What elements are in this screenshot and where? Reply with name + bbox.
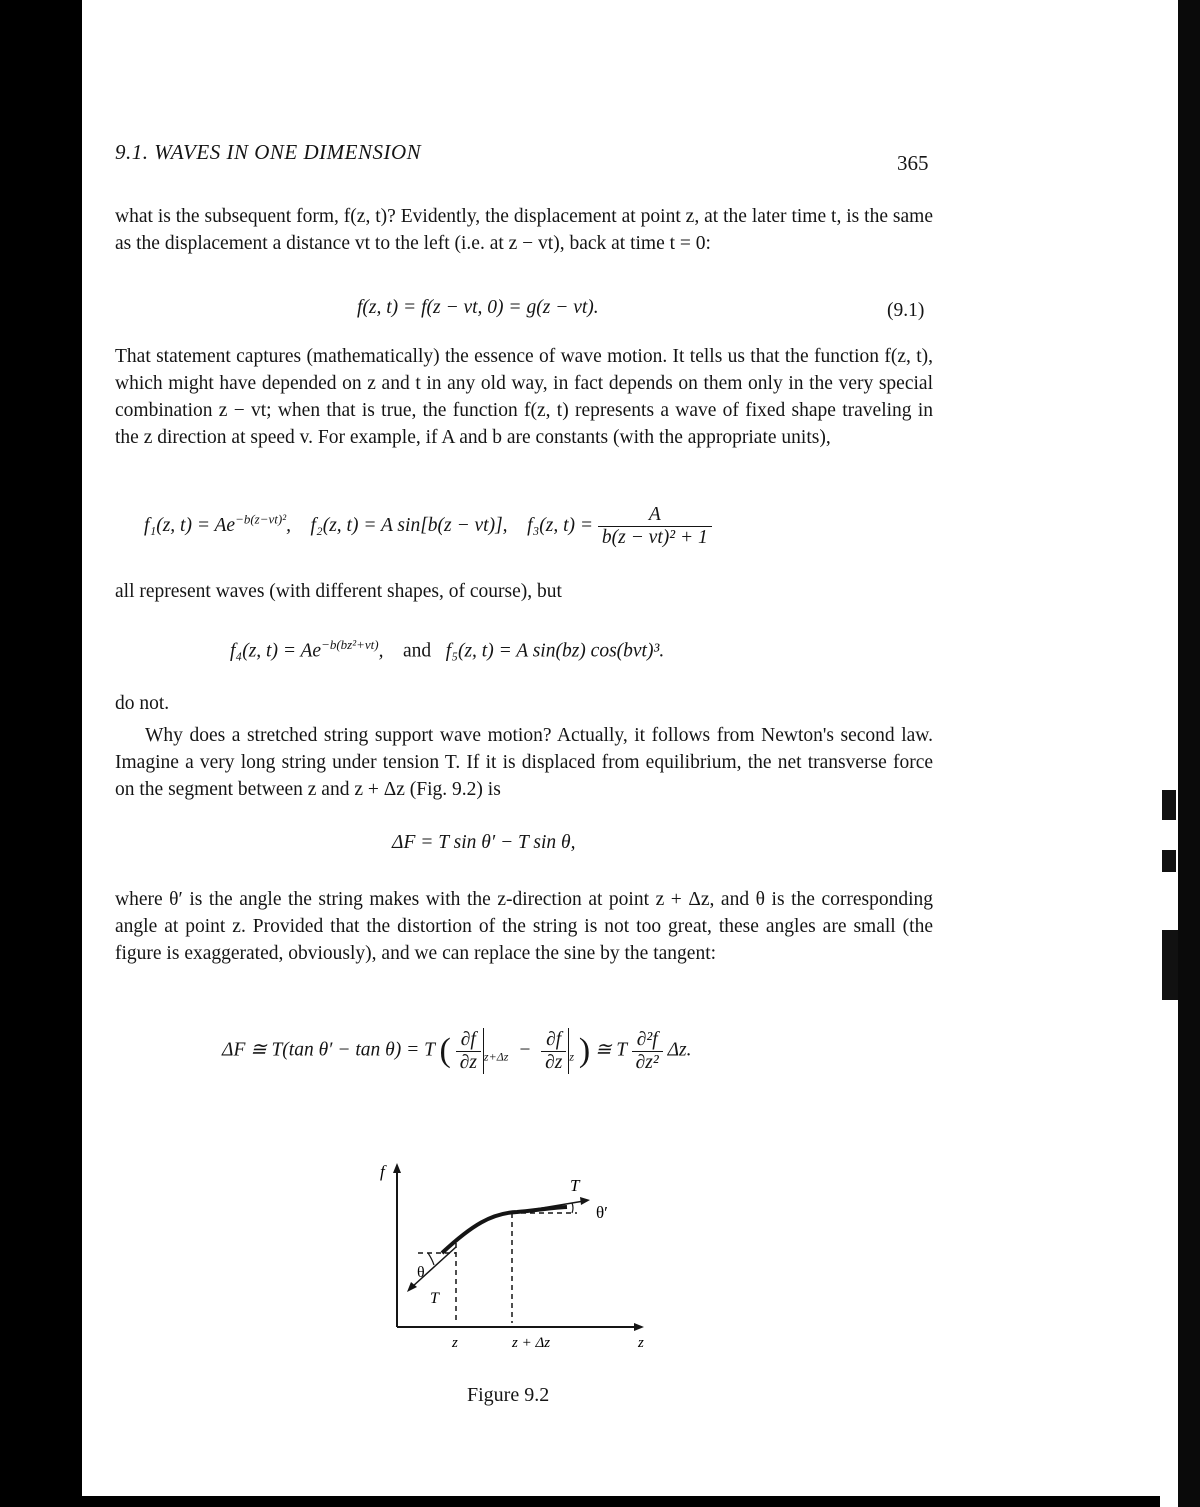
eq-f4: f₄(z, t) = Ae (230, 640, 322, 662)
horizontal-axis-arrow-icon (634, 1323, 644, 1331)
eq-f3-lhs: f₃(z, t) = (527, 514, 594, 536)
eq-f1: f₁(z, t) = Ae (144, 514, 236, 536)
equation-f4-f5: f₄(z, $t) = Ae^{-b(bz^2+vt)}$, and f₅(z, t) = A sin(bz) cos(bvt)³. (230, 637, 665, 662)
equation-tangent-approx: ΔF ≅ T(tan θ′ − tan θ) = T ( $\frac{\partial f}{\partial z}$ $_{z+\Delta z}$ − $\frac{\partial f}{\partial z}$ $_z$ ) ≅ T $\frac{\text{∂²f}}{\text{∂z²}}$ Δz. (222, 1028, 692, 1073)
document-page (82, 0, 1162, 1496)
eq-partial-1-den: ∂z (459, 1051, 477, 1073)
tension-arrow-top-head-icon (580, 1197, 590, 1205)
equation-number: (9.1) (887, 300, 925, 321)
eq-partial-1 (456, 1029, 481, 1074)
label-z: z (452, 1335, 458, 1351)
label-z-axis: z (638, 1335, 644, 1351)
eq-partial-2-num: ∂f (541, 1029, 566, 1052)
paragraph-3: all represent waves (with different shapes, of course), but (115, 581, 562, 602)
eq-f3-fraction (598, 504, 712, 549)
paragraph-2: That statement captures (mathematically) the essence of wave motion. It tells us that the function f(z, t), which might have depended on z and t in any old way, in fact depends on them only in the very special combination z − vt; when that is true, the function f(z, t) represents a wave of fixed shape traveling in the z direction at speed v. For example, if A and b are constants (with the appropriate units), (115, 346, 933, 448)
paragraph-6: where θ′ is the angle the string makes with the z-direction at point z + Δz, and θ is the corresponding angle at point z. Provided that the distortion of the string is not too great, these angles are small (the figure is exaggerated, obviously), and we can replace the sine by the tangent: (115, 889, 933, 964)
scan-border-right (1160, 0, 1200, 1507)
paragraph-5: Why does a stretched string support wave motion? Actually, it follows from Newton's second law. Imagine a very long string under tension T. If it is displaced from equilibrium, the net transverse force on the segment between z and z + Δz (Fig. 9.2) is (115, 725, 933, 800)
eq-sub-2: z (569, 1049, 574, 1064)
paragraph-1: what is the subsequent form, f(z, t)? Evidently, the displacement at point z, at the later time t, is the same as the displacement a distance vt to the left (i.e. at z − vt), back at time t = 0: (115, 206, 933, 254)
equation-f1-f2-f3: f₁(z, $t) = Ae^{-b(z-vt)^2}$, f₂(z, t) = A sin[b(z − vt)], f₃(z, t) = $\frac{A}{\text{b(z − vt)² + 1}}$ (144, 504, 712, 549)
label-z-plus-dz: z + Δz (512, 1335, 551, 1351)
angle-arc-theta (428, 1253, 434, 1265)
eq-f2: f₂(z, t) = A sin[b(z − vt)], (310, 514, 508, 536)
eq-partial-2-den: ∂z (545, 1051, 563, 1073)
angle-arc-theta-prime (572, 1203, 573, 1213)
figure-9-2-diagram (372, 1155, 772, 1370)
label-theta: θ (417, 1264, 425, 1281)
eq-second-partial-den: ∂z² (635, 1051, 659, 1073)
eq-sub-1: z+Δz (483, 1049, 509, 1064)
eq-partial-2 (541, 1029, 566, 1074)
page-number: 365 (897, 151, 929, 175)
eq-f4-exponent: −b(bz²+vt) (321, 637, 379, 652)
string-curve (442, 1207, 567, 1253)
eq-second-partial (632, 1029, 663, 1074)
eq-partial-1-num: ∂f (456, 1029, 481, 1052)
scan-border-bottom (0, 1496, 1200, 1507)
label-T-top: T (570, 1176, 580, 1195)
scan-border-left (0, 0, 82, 1507)
label-f: f (380, 1162, 385, 1181)
vertical-axis-arrow-icon (393, 1163, 401, 1173)
label-T-bottom: T (430, 1290, 439, 1307)
eq-long-dz: Δz. (667, 1039, 692, 1061)
eq-long-lhs: ΔF ≅ T(tan θ′ − tan θ) = T (222, 1039, 435, 1061)
equation-delta-F: ΔF = T sin θ′ − T sin θ, (392, 832, 576, 853)
eq-f1-exponent: −b(z−vt)² (235, 511, 287, 527)
paragraph-4: do not. (115, 693, 170, 714)
eq-f3-numerator: A (598, 504, 712, 527)
eq-and: and (403, 640, 432, 662)
eq-f3-denominator: b(z − vt)² + 1 (601, 527, 708, 548)
label-theta-prime: θ′ (596, 1203, 608, 1222)
eq-f5: f₅(z, t) = A sin(bz) cos(bvt)³. (445, 640, 665, 662)
eq-long-approx: ≅ T (595, 1039, 627, 1061)
running-head: 9.1. WAVES IN ONE DIMENSION (115, 140, 422, 164)
eq-second-partial-num: ∂²f (632, 1029, 663, 1052)
equation-9-1: f(z, t) = f(z − vt, 0) = g(z − vt). (357, 297, 599, 318)
figure-caption: Figure 9.2 (467, 1384, 550, 1406)
